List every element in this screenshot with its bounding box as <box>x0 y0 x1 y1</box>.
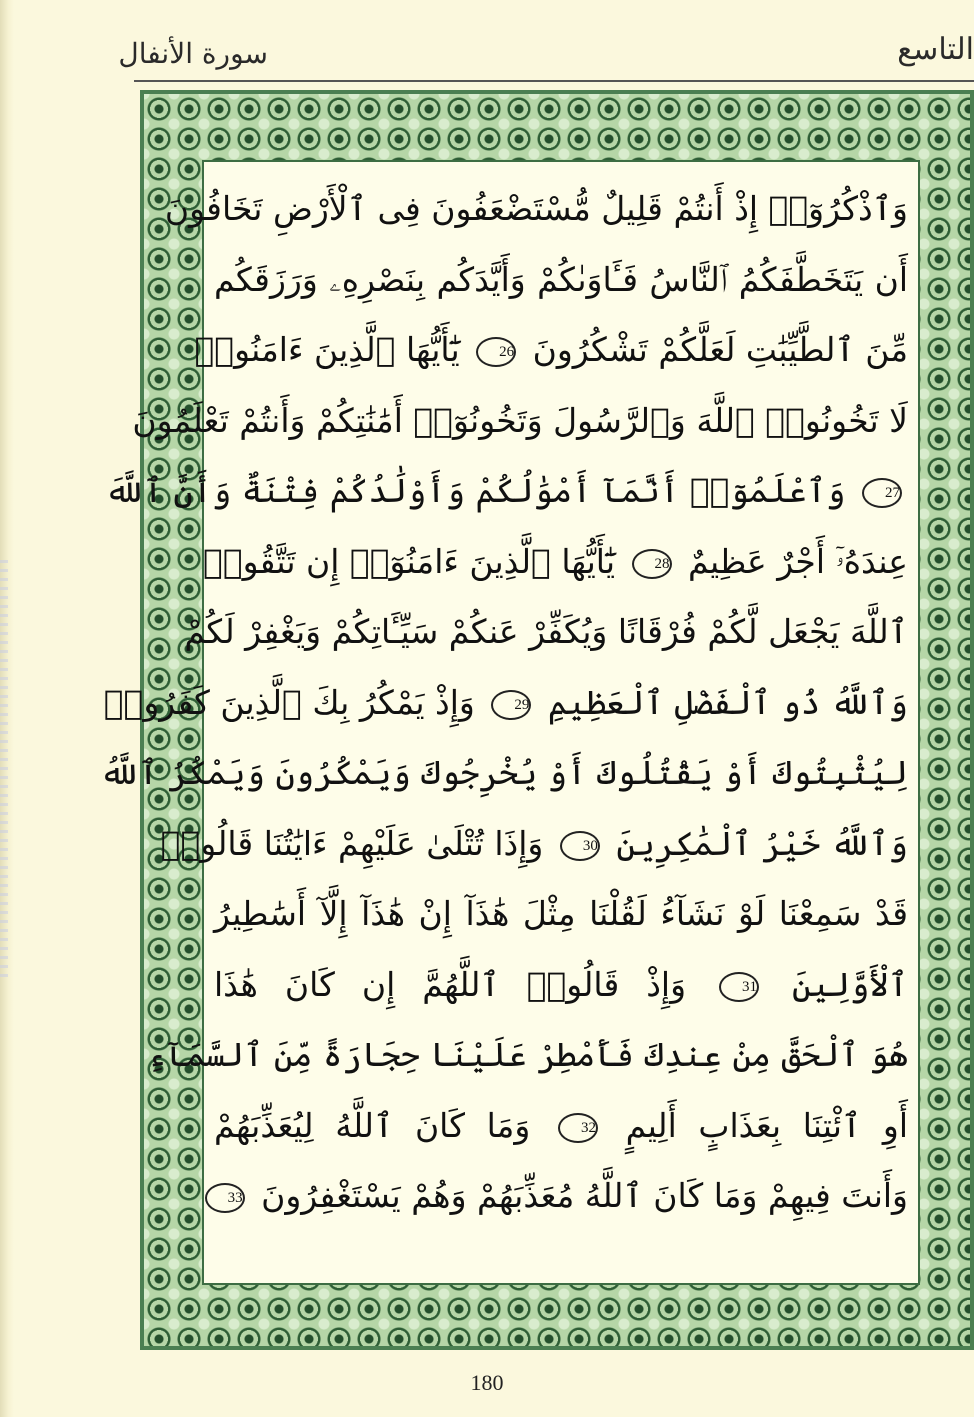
verse-line <box>132 386 908 457</box>
verse-line-text-after-marker: وَمَا كَانَ ٱللَّهُ لِيُعَذِّبَهُمْ <box>214 1105 531 1145</box>
surah-label: سورة الأنفال <box>118 37 268 70</box>
verse-line-text: ٱللَّهَ يَجْعَل لَّكُمْ فُرْقَانًا وَيُكَفِّرْ عَنكُمْ سَيِّـَٔاتِكُمْ وَيَغْفِرْ لَكُمْ <box>184 612 908 651</box>
verse-line-text: ٱلْأَوَّلِينَ <box>791 964 908 1004</box>
verse-line <box>203 527 908 598</box>
verse-line-text: هُوَ ٱلْحَقَّ مِنْ عِندِكَ فَأَمْطِرْ عَلَيْنَا حِجَارَةً مِّنَ ٱلسَّمَآءِ <box>147 1035 908 1074</box>
verse-line-text-after-marker: يَٰٓأَيُّهَا ٱلَّذِينَ ءَامَنُوا۟ <box>194 330 460 369</box>
verse-line-text: أَوِ ٱئْتِنَا بِعَذَابٍ أَلِيمٍ <box>625 1105 908 1145</box>
verse-lines <box>99 174 908 1273</box>
verse-line <box>184 597 908 668</box>
verse-number-marker: 26 <box>476 337 516 367</box>
verse-number-marker: 27 <box>862 478 902 508</box>
page-number: 180 <box>470 1370 504 1395</box>
verse-line-text-after-marker: يَٰٓأَيُّهَا ٱلَّذِينَ ءَامَنُوٓا۟ إِن تَتَّقُوا۟ <box>203 541 616 581</box>
verse-line <box>160 809 908 880</box>
verse-line <box>214 879 908 950</box>
verse-line <box>214 1091 908 1162</box>
verse-line-text: لِيُثْبِتُوكَ أَوْ يَقْتُلُوكَ أَوْ يُخْرِجُوكَ وَيَمْكُرُونَ وَيَمْكُرُ ٱللَّهُ <box>99 753 908 792</box>
verse-line-text-after-marker: وَٱعْلَمُوٓا۟ أَنَّمَآ أَمْوَٰلُكُمْ وَأَوْلَٰدُكُمْ فِتْنَةٌ وَأَنَّ ٱللَّهَ <box>104 471 846 510</box>
verse-line-text: وَٱللَّهُ خَيْرُ ٱلْمَٰكِرِينَ <box>616 823 908 863</box>
verse-line-text: لَا تَخُونُوا۟ ٱللَّهَ وَٱلرَّسُولَ وَتَخُونُوٓا۟ أَمَٰنَٰتِكُمْ وَأَنتُمْ تَعْلَمُونَ <box>132 400 908 440</box>
verse-line-text: قَدْ سَمِعْنَا لَوْ نَشَآءُ لَقُلْنَا مِثْلَ هَٰذَآ إِنْ هَٰذَآ إِلَّآ أَسَٰطِيرُ <box>214 894 908 933</box>
verse-line <box>99 738 908 809</box>
verse-line <box>214 245 908 316</box>
page-edge-marks <box>0 560 8 980</box>
verse-line-text: وَأَنتَ فِيهِمْ وَمَا كَانَ ٱللَّهُ مُعَذِّبَهُمْ وَهُمْ يَسْتَغْفِرُونَ <box>261 1176 908 1215</box>
verse-line <box>214 1161 908 1232</box>
verse-number-marker: 30 <box>560 831 600 861</box>
verse-number-marker: 33 <box>205 1183 245 1213</box>
verse-line <box>104 456 908 527</box>
verse-line <box>103 668 908 739</box>
header-rule <box>134 80 974 82</box>
verse-line-text: أَن يَتَخَطَّفَكُمُ ٱلنَّاسُ فَـَٔاوَىٰكُمْ وَأَيَّدَكُم بِنَصْرِهِۦ وَرَزَقَكُم <box>214 259 908 299</box>
verse-line <box>214 950 908 1021</box>
verse-line-text: عِندَهُۥٓ أَجْرٌ عَظِيمٌ <box>688 541 908 581</box>
verse-line-text: وَٱذْكُرُوٓا۟ إِذْ أَنتُمْ قَلِيلٌ مُّسْتَضْعَفُونَ فِى ٱلْأَرْضِ تَخَافُونَ <box>164 189 908 228</box>
verse-line-text-after-marker: وَإِذْ قَالُوا۟ ٱللَّهُمَّ إِن كَانَ هَٰذَا <box>214 964 687 1004</box>
verse-line-text: وَٱللَّهُ ذُو ٱلْفَضْلِ ٱلْعَظِيمِ <box>547 682 908 722</box>
verse-number-marker: 32 <box>558 1113 598 1143</box>
verse-number-marker: 31 <box>719 972 759 1002</box>
verse-line <box>194 315 908 386</box>
verse-line <box>147 1020 908 1091</box>
verse-text-area <box>99 160 920 1285</box>
verse-number-marker: 28 <box>632 549 672 579</box>
verse-number-marker: 29 <box>491 690 531 720</box>
verse-line-text-after-marker: وَإِذْ يَمْكُرُ بِكَ ٱلَّذِينَ كَفَرُوا۟ <box>103 682 475 722</box>
verse-line-text-after-marker: وَإِذَا تُتْلَىٰ عَلَيْهِمْ ءَايَٰتُنَا قَالُوا۟ <box>160 823 544 863</box>
verse-line-text: مِّنَ ٱلطَّيِّبَٰتِ لَعَلَّكُمْ تَشْكُرُونَ <box>532 330 908 369</box>
juz-label: التاسع <box>897 32 974 67</box>
verse-line <box>164 174 908 245</box>
